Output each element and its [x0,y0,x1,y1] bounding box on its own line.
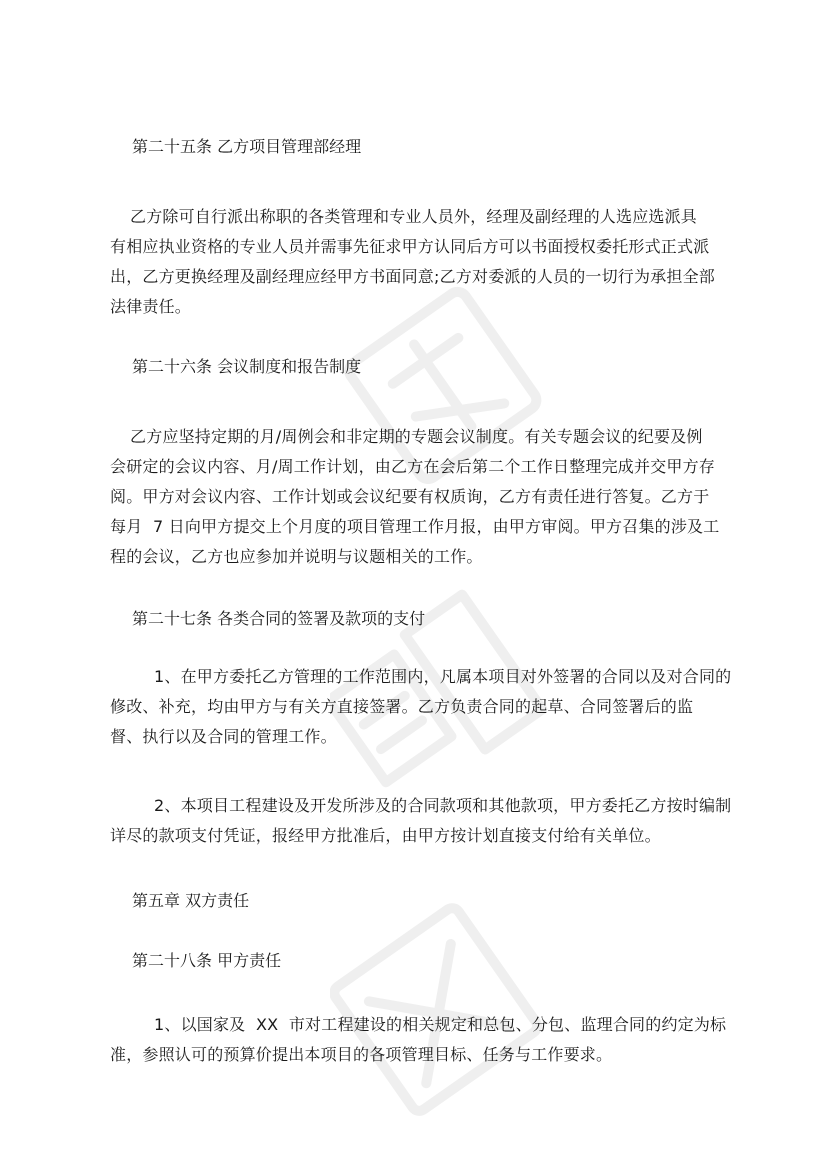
paragraph-line: 有相应执业资格的专业人员并需事先征求甲方认同后方可以书面授权委托形式正式派 [110,237,710,256]
paragraph-28-1 [110,1010,730,1070]
paragraph-27-2 [110,791,732,851]
paragraph-line: 准，参照认可的预算价提出本项目的各项管理目标、任务与工作要求。 [110,1045,613,1064]
paragraph-line: 1、在甲方委托乙方管理的工作范围内，凡属本项目对外签署的合同以及对合同的 [154,667,732,686]
section-heading-28: 第二十八条 甲方责任 [132,951,282,970]
paragraph-line: 乙方应坚持定期的月/周例会和非定期的专题会议制度。有关专题会议的纪要及例 [130,427,703,446]
paragraph-line: 会研定的会议内容、月/周工作计划，由乙方在会后第二个工作日整理完成并交甲方存 [110,457,715,476]
paragraph-26 [110,422,730,572]
paragraph-line: 乙方除可自行派出称职的各类管理和专业人员外，经理及副经理的人选应选派具 [130,207,698,226]
section-heading-27: 第二十七条 各类合同的签署及款项的支付 [132,609,426,628]
paragraph-line: 督、执行以及合同的管理工作。 [110,727,337,746]
paragraph-line: 程的会议，乙方也应参加并说明与议题相关的工作。 [110,547,483,566]
section-heading-25: 第二十五条 乙方项目管理部经理 [132,137,362,156]
paragraph-line: 法律责任。 [110,297,192,316]
paragraph-line: 2、本项目工程建设及开发所涉及的合同款项和其他款项，甲方委托乙方按时编制 [154,796,732,815]
paragraph-line: 每月 7 日向甲方提交上个月度的项目管理工作月报，由甲方审阅。甲方召集的涉及工 [110,517,720,536]
chapter-heading-5: 第五章 双方责任 [132,891,250,910]
paragraph-line: 1、以国家及 XX 市对工程建设的相关规定和总包、分包、监理合同的约定为标 [154,1015,727,1034]
paragraph-line: 详尽的款项支付凭证，报经甲方批准后，由甲方按计划直接支付给有关单位。 [110,826,661,845]
paragraph-25 [110,202,730,322]
paragraph-line: 修改、补充，均由甲方与有关方直接签署。乙方负责合同的起草、合同签署后的监 [110,697,694,716]
paragraph-27-1 [110,662,732,752]
paragraph-line: 出，乙方更换经理及副经理应经甲方书面同意;乙方对委派的人员的一切行为承担全部 [110,267,715,286]
section-heading-26: 第二十六条 会议制度和报告制度 [132,357,362,376]
paragraph-line: 阅。甲方对会议内容、工作计划或会议纪要有权质询，乙方有责任进行答复。乙方于 [110,487,710,506]
